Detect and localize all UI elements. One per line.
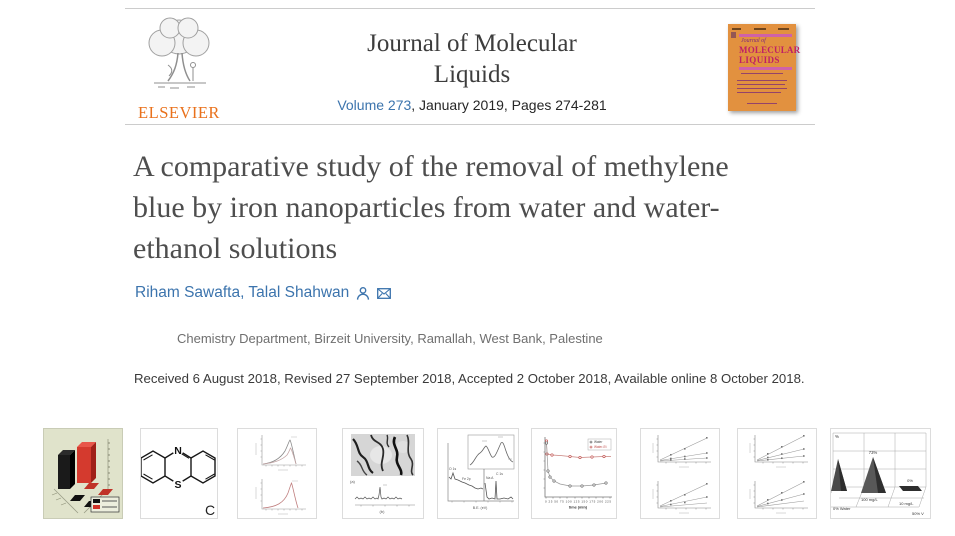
kinetics-graphic xyxy=(532,429,616,518)
panel-label-a: (a) xyxy=(350,479,355,484)
figure-thumbnail-linear-fits-1[interactable] xyxy=(640,428,720,519)
panel-label-b: (b) xyxy=(379,509,385,514)
legend-water-et: Water-Et xyxy=(594,445,607,450)
response3d-graphic xyxy=(831,429,930,518)
cover-text-line xyxy=(747,103,777,104)
envelope-icon[interactable] xyxy=(377,288,391,299)
cover-text-line xyxy=(737,92,781,93)
legend-water: Water xyxy=(594,440,603,445)
figure-thumbnail-chemical-structure[interactable] xyxy=(140,428,218,519)
atom-label-s: S xyxy=(174,479,182,491)
figure-thumbnail-3d-bar-chart[interactable] xyxy=(43,428,123,519)
banner-top-rule xyxy=(125,8,815,9)
cover-title-line1: MOLECULAR xyxy=(739,45,801,55)
cover-masthead-dash xyxy=(754,28,766,30)
banner-bottom-rule xyxy=(125,124,815,125)
cover-masthead-dash xyxy=(778,28,789,30)
figure-thumbnail-tem-xrd[interactable] xyxy=(342,428,424,519)
elsevier-tree-icon xyxy=(133,15,225,97)
figure-thumbnail-absorbance-spectra[interactable] xyxy=(237,428,317,519)
article-title-line3: ethanol solutions xyxy=(133,232,338,265)
figure-thumbnail-linear-fits-2[interactable] xyxy=(737,428,817,519)
journal-title-line1: Journal of Molecular xyxy=(367,30,577,57)
elsevier-wordmark: ELSEVIER xyxy=(138,103,220,122)
cover-crest-icon xyxy=(731,32,736,38)
response3d-ylabel: % xyxy=(835,434,840,439)
authors-row xyxy=(135,284,391,302)
cover-text-line xyxy=(737,84,785,85)
article-title-line2: blue by iron nanoparticles from water and water- xyxy=(133,191,720,224)
partial-label-c: C xyxy=(205,502,216,518)
cover-text-line xyxy=(741,73,783,74)
cover-title-prefix: Journal of xyxy=(741,38,766,44)
figure-thumbnail-kinetics[interactable] xyxy=(531,428,617,519)
xps-xlabel: B.E. (eV) xyxy=(472,506,488,510)
journal-title xyxy=(252,28,692,90)
xps-label-naa: Na A xyxy=(486,476,494,480)
cover-title-line2: LIQUIDS xyxy=(739,55,780,65)
response3d-conc1: 100 mg/L xyxy=(861,497,878,502)
atom-label-n: N xyxy=(174,445,182,457)
xps-graphic xyxy=(438,429,518,518)
elsevier-logo-link[interactable] xyxy=(133,15,225,123)
bar3d-graphic xyxy=(44,429,122,518)
spectra-graphic xyxy=(238,429,316,518)
cover-masthead-dash xyxy=(732,28,741,30)
affiliation: Chemistry Department, Birzeit University, Ramallah, West Bank, Palestine xyxy=(177,331,603,346)
article-title-line1: A comparative study of the removal of methylene xyxy=(133,150,729,183)
cover-bar xyxy=(739,34,792,37)
citation-line xyxy=(252,97,692,113)
linear-fits1-graphic xyxy=(641,429,719,518)
article-dates: Received 6 August 2018, Revised 27 September 2018, Accepted 2 October 2018, Available online 8 October 2018. xyxy=(134,371,805,386)
citation-suffix: , January 2019, Pages 274-281 xyxy=(411,97,607,113)
cover-text-line xyxy=(737,80,787,81)
figure-thumbnail-xps[interactable] xyxy=(437,428,519,519)
xps-label-fe2p: Fe 2p xyxy=(462,477,471,481)
author-names[interactable]: Riham Sawafta, Talal Shahwan xyxy=(135,284,350,301)
cover-text-line xyxy=(737,88,787,89)
journal-cover-thumbnail[interactable] xyxy=(728,24,801,111)
tem-xrd-graphic xyxy=(343,429,423,518)
response3d-peak-label: 73% xyxy=(868,450,878,455)
response3d-corner-right: 50% V xyxy=(912,511,924,516)
figure-thumbnail-3d-response[interactable] xyxy=(830,428,931,519)
journal-title-line2: Liquids xyxy=(433,61,511,88)
xps-label-o1s: O 1s xyxy=(449,467,457,471)
kinetics-xticks: 0 25 50 75 100 125 150 175 200 225 xyxy=(545,499,611,504)
linear-fits2-graphic xyxy=(738,429,816,518)
journal-heading xyxy=(252,28,692,113)
response3d-flat-label: 0% xyxy=(907,478,913,483)
response3d-conc2: 10 mg/L xyxy=(899,501,914,506)
article-title xyxy=(133,146,848,269)
person-icon[interactable] xyxy=(356,286,370,301)
volume-link[interactable]: Volume 273 xyxy=(337,97,412,113)
structure-graphic xyxy=(141,429,217,518)
kinetics-xlabel: time (min) xyxy=(568,505,588,510)
response3d-corner-left: 0% Water xyxy=(833,506,851,511)
xps-label-c1s: C 1s xyxy=(496,472,503,476)
cover-bar xyxy=(739,67,792,70)
